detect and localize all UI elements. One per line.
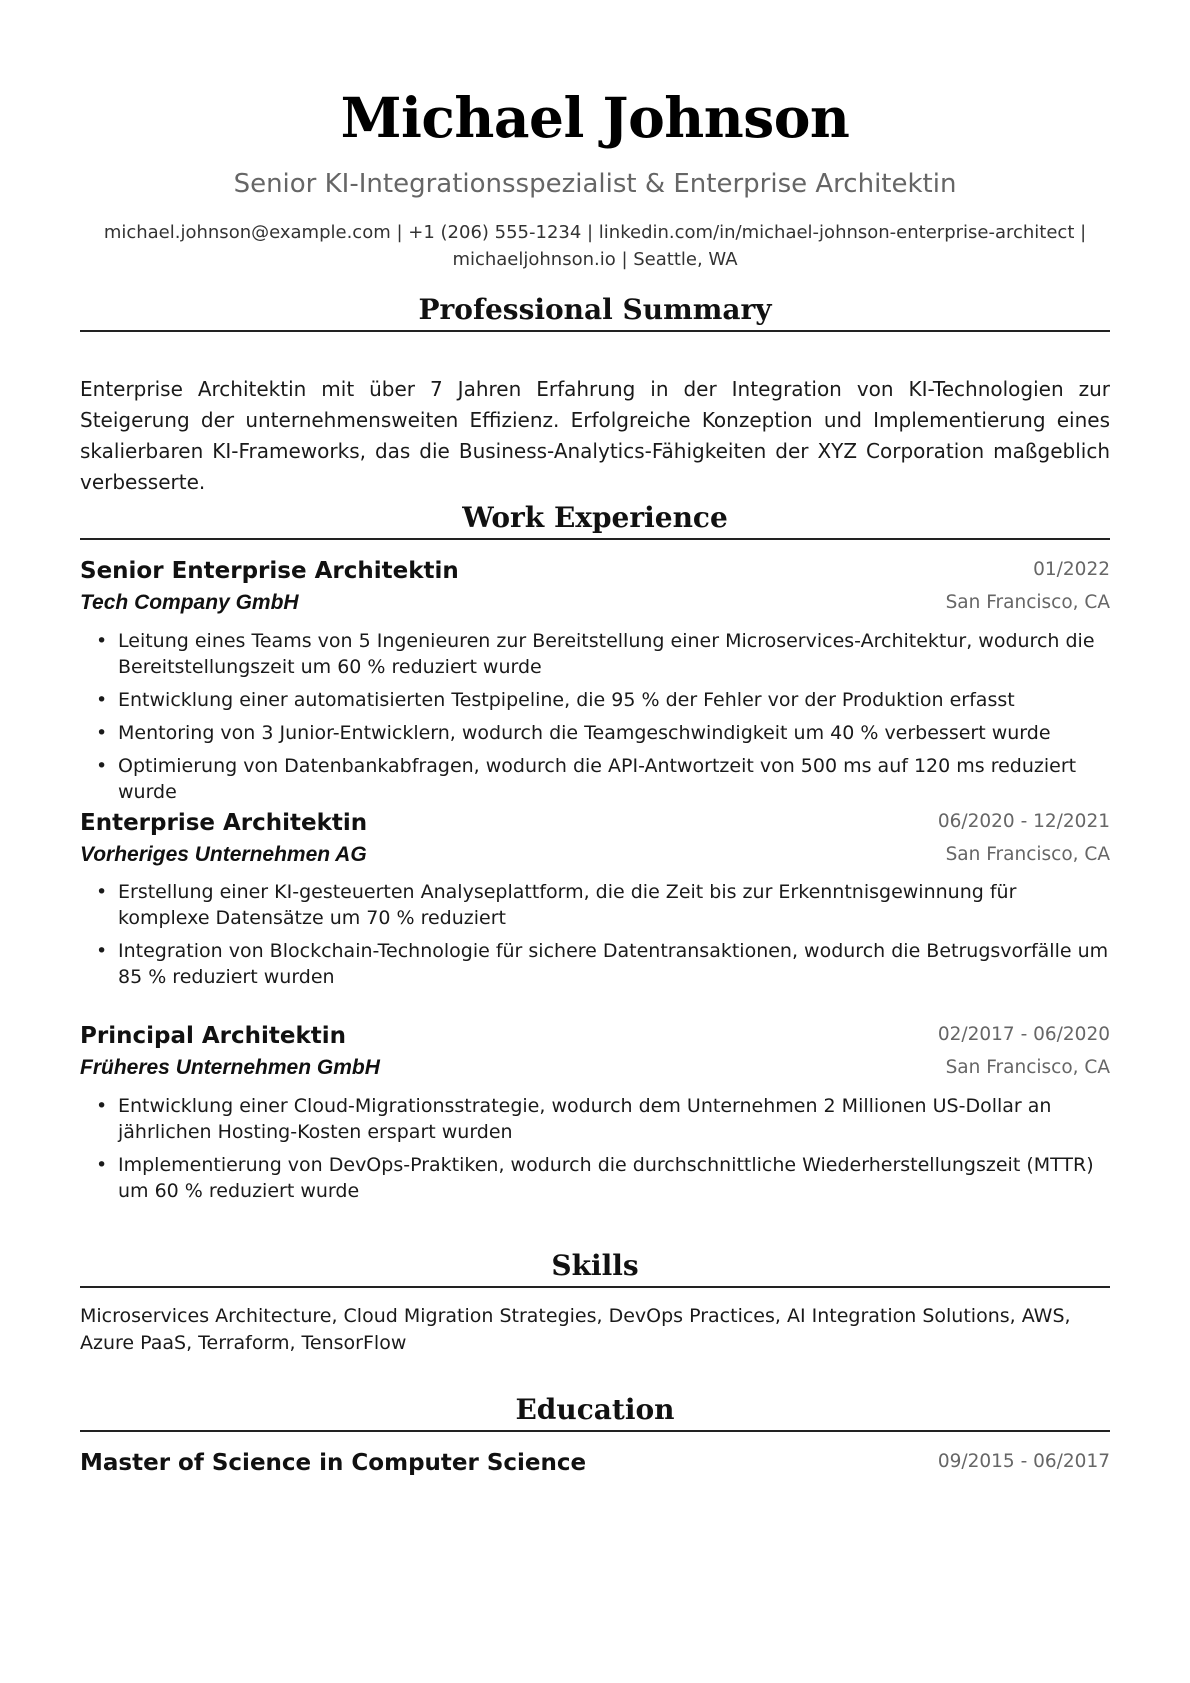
job-date: 01/2022 [1033, 559, 1110, 580]
bullet-item: • Entwicklung einer Cloud-Migrationsstrategie, wodurch dem Unternehmen 2 Millionen US-Dollar an jährlichen Hosting-Kosten erspart wurden [96, 1095, 1052, 1143]
bullet-dot-icon: • [96, 940, 108, 962]
section-divider [80, 1430, 1110, 1432]
skills-text: Microservices Architecture, Cloud Migration Strategies, DevOps Practices, AI Integration Solutions, AWS, Azure PaaS, Terraform, TensorFlow [80, 1305, 1071, 1354]
section-title-skills: Skills [551, 1249, 639, 1282]
section-title-education: Education [515, 1393, 675, 1426]
bullet-item: • Erstellung einer KI-gesteuerten Analyseplattform, die die Zeit bis zur Erkenntnisgewinnung für komplexe Datensätze um 70 % reduziert [96, 881, 1017, 929]
job-company: Tech Company GmbH [80, 591, 299, 614]
job-title: Principal Architektin [80, 1023, 347, 1049]
job-bullets [96, 1093, 1110, 1211]
section-divider [80, 538, 1110, 540]
bullet-dot-icon: • [96, 755, 108, 777]
job-company: Vorheriges Unternehmen AG [80, 843, 367, 866]
section-divider [80, 1286, 1110, 1288]
section-divider [80, 330, 1110, 332]
contact-line-2: michaeljohnson.io | Seattle, WA [452, 249, 738, 270]
summary-text: Enterprise Architektin mit über 7 Jahren Erfahrung in der Integration von KI-Technologien zur Steigerung der unternehmensweiten Effizienz. Erfolgreiche Konzeption und Implementierung eines skalierbaren KI-Frameworks, das die Business-Analytics-Fähigkeiten der XYZ Corporation maßgeblich verbesserte. [80, 377, 1110, 494]
bullet-item: • Leitung eines Teams von 5 Ingenieuren zur Bereitstellung einer Microservices-Architektur, wodurch die Bereitstellungszeit um 60 % reduziert wurde [96, 630, 1095, 678]
job-bullets [96, 879, 1110, 997]
bullet-item: • Entwicklung einer automatisierten Testpipeline, die 95 % der Fehler vor der Produktion erfasst [96, 689, 1015, 711]
section-title-summary: Professional Summary [418, 293, 772, 326]
education-date: 09/2015 - 06/2017 [937, 1451, 1110, 1472]
job-date: 02/2017 - 06/2020 [937, 1024, 1110, 1045]
candidate-subtitle: Senior KI-Integrationsspezialist & Enterprise Architektin [233, 169, 957, 199]
bullet-dot-icon: • [96, 689, 108, 711]
bullet-dot-icon: • [96, 722, 108, 744]
bullet-dot-icon: • [96, 630, 108, 652]
bullet-item: • Integration von Blockchain-Technologie für sichere Datentransaktionen, wodurch die Betrugsvorfälle um 85 % reduziert wurden [96, 940, 1109, 988]
bullet-dot-icon: • [96, 1095, 108, 1117]
job-location: San Francisco, CA [945, 844, 1110, 865]
contact-line-1: michael.johnson@example.com | +1 (206) 555-1234 | linkedin.com/in/michael-johnson-enterprise-architect | [103, 222, 1087, 243]
job-title: Enterprise Architektin [80, 810, 368, 836]
job-company: Früheres Unternehmen GmbH [80, 1056, 380, 1079]
candidate-name: Michael Johnson [340, 85, 850, 150]
job-date: 06/2020 - 12/2021 [937, 811, 1110, 832]
bullet-item: • Optimierung von Datenbankabfragen, wodurch die API-Antwortzeit von 500 ms auf 120 ms reduziert wurde [96, 755, 1077, 803]
job-location: San Francisco, CA [945, 592, 1110, 613]
bullet-item: • Mentoring von 3 Junior-Entwicklern, wodurch die Teamgeschwindigkeit um 40 % verbessert wurde [96, 722, 1051, 744]
job-title: Senior Enterprise Architektin [80, 558, 459, 584]
job-location: San Francisco, CA [945, 1057, 1110, 1078]
bullet-item: • Implementierung von DevOps-Praktiken, wodurch die durchschnittliche Wiederherstellungszeit (MTTR) um 60 % reduziert wurde [96, 1154, 1094, 1202]
bullet-dot-icon: • [96, 881, 108, 903]
education-degree: Master of Science in Computer Science [80, 1450, 587, 1476]
bullet-dot-icon: • [96, 1154, 108, 1176]
section-title-experience: Work Experience [462, 501, 728, 534]
contact-info [80, 219, 1110, 273]
job-bullets [96, 628, 1110, 812]
